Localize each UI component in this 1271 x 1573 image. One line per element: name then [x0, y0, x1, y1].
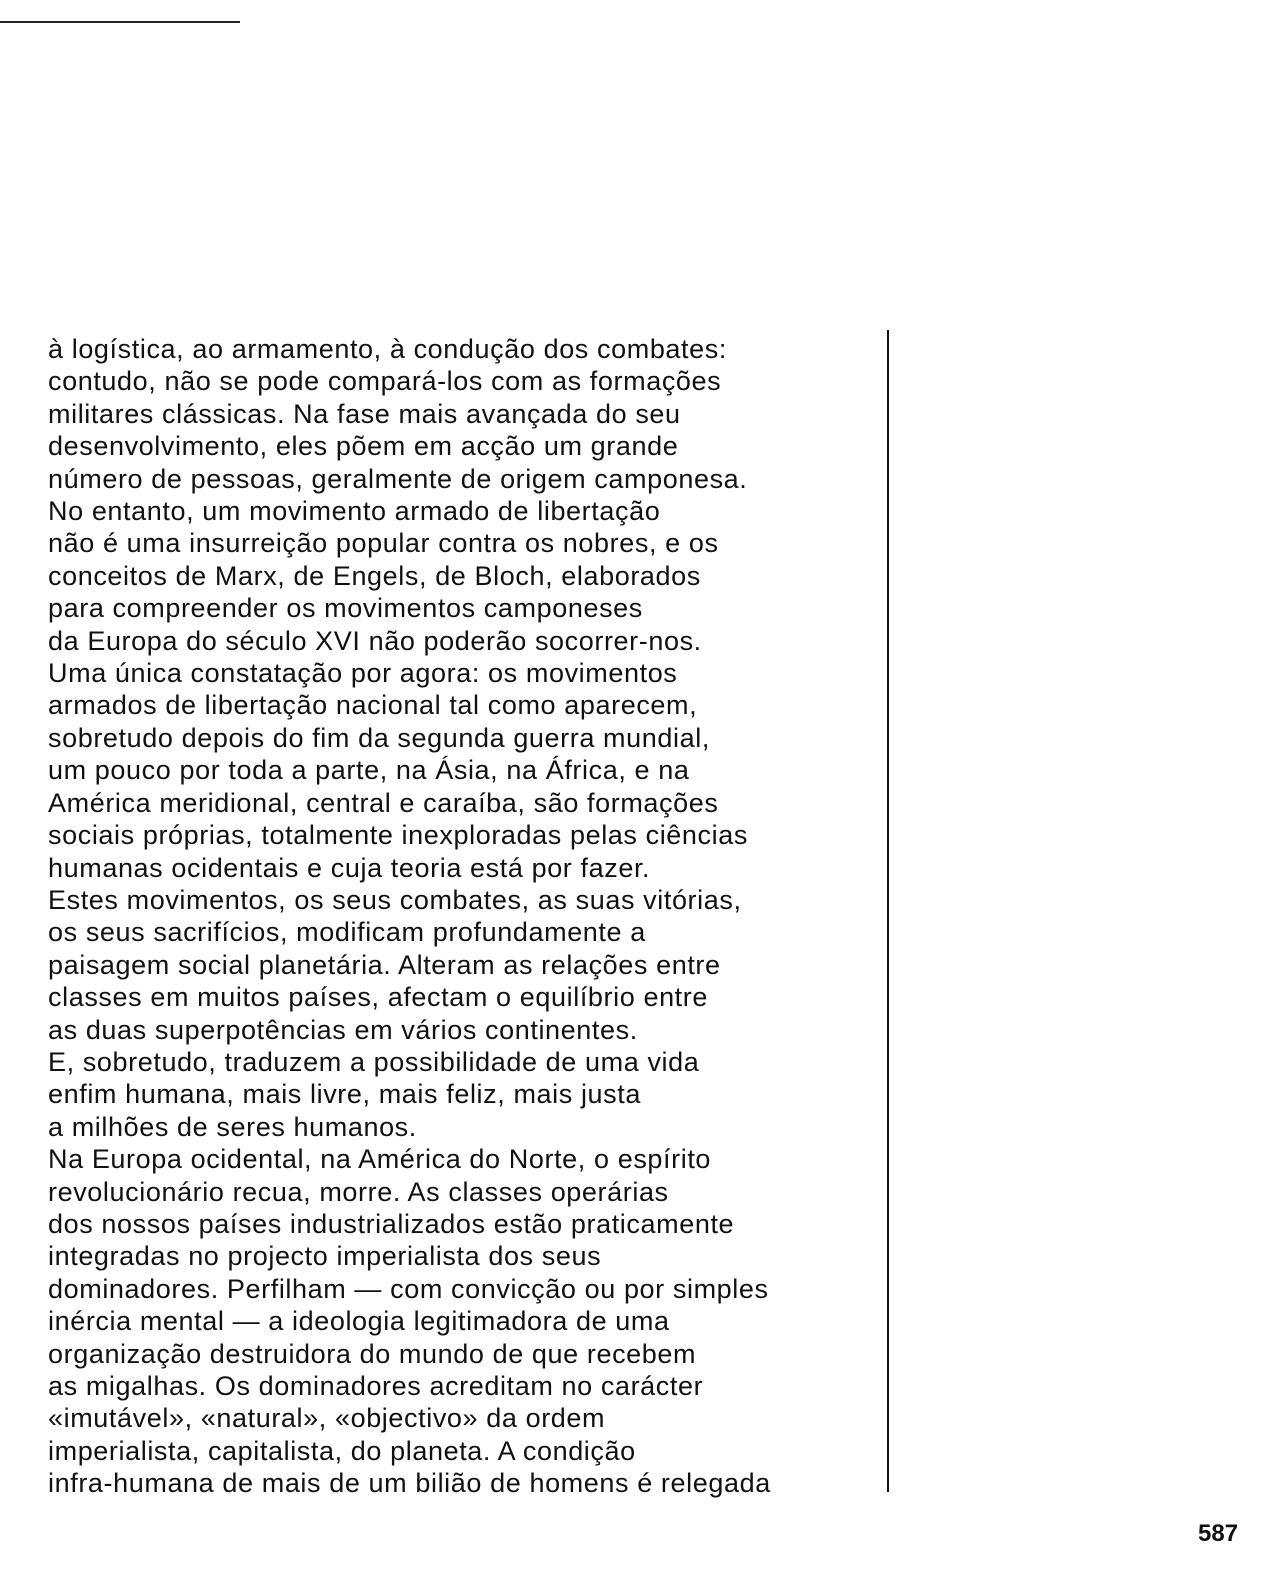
text-line: os seus sacrifícios, modificam profundamente a: [48, 917, 646, 948]
text-line: militares clássicas. Na fase mais avançada do seu: [48, 398, 681, 429]
text-line: revolucionário recua, morre. As classes operárias: [48, 1176, 669, 1207]
text-line: «imutável», «natural», «objectivo» da ordem: [48, 1403, 606, 1434]
text-line: Uma única constatação por agora: os movimentos: [48, 658, 678, 689]
text-line: organização destruidora do mundo de que recebem: [48, 1338, 697, 1369]
text-line: Estes movimentos, os seus combates, as suas vitórias,: [48, 884, 742, 915]
top-rule: [0, 21, 240, 23]
text-line: paisagem social planetária. Alteram as relações entre: [48, 949, 721, 980]
text-line: um pouco por toda a parte, na Ásia, na África, e na: [48, 755, 690, 786]
text-line: as duas superpotências em vários continentes.: [48, 1014, 638, 1045]
text-line: América meridional, central e caraíba, são formações: [48, 787, 719, 818]
text-line: classes em muitos países, afectam o equilíbrio entre: [48, 982, 708, 1013]
text-line: as migalhas. Os dominadores acreditam no carácter: [48, 1371, 704, 1401]
text-line: a milhões de seres humanos.: [48, 1111, 417, 1142]
text-line: contudo, não se pode compará-los com as formações: [48, 366, 722, 397]
text-line: dos nossos países industrializados estão praticamente: [48, 1208, 735, 1239]
margin-bar: [887, 330, 889, 1492]
text-line: sobretudo depois do fim da segunda guerra mundial,: [48, 722, 710, 753]
text-line: humanas ocidentais e cuja teoria está por fazer.: [48, 852, 651, 883]
text-line: armados de libertação nacional tal como aparecem,: [48, 690, 698, 721]
text-line: número de pessoas, geralmente de origem camponesa.: [48, 463, 748, 494]
text-line: imperialista, capitalista, do planeta. A condição: [48, 1435, 636, 1466]
text-line: infra-humana de mais de um bilião de homens é relegada: [48, 1468, 771, 1499]
text-line: da Europa do século XVI não poderão socorrer-nos.: [48, 625, 702, 656]
text-line: Na Europa ocidental, na América do Norte, o espírito: [48, 1144, 712, 1175]
text-line: E, sobretudo, traduzem a possibilidade de uma vida: [48, 1046, 700, 1077]
text-line: sociais próprias, totalmente inexploradas pelas ciências: [48, 820, 748, 851]
text-line: integradas no projecto imperialista dos seus: [48, 1241, 602, 1272]
text-line: para compreender os movimentos camponeses: [48, 593, 643, 624]
text-line: enfim humana, mais livre, mais feliz, mais justa: [48, 1079, 641, 1110]
text-line: desenvolvimento, eles põem em acção um grande: [48, 431, 679, 462]
text-line: dominadores. Perfilham — com convicção ou por simples: [48, 1273, 769, 1304]
text-line: inércia mental — a ideologia legitimadora de uma: [48, 1306, 670, 1337]
page-number: 587: [1198, 1520, 1239, 1547]
body-text: [48, 333, 771, 1500]
text-line: não é uma insurreição popular contra os nobres, e os: [48, 528, 719, 559]
text-line: à logística, ao armamento, à condução dos combates:: [48, 334, 727, 364]
text-line: No entanto, um movimento armado de libertação: [48, 496, 661, 527]
text-line: conceitos de Marx, de Engels, de Bloch, elaborados: [48, 560, 701, 591]
